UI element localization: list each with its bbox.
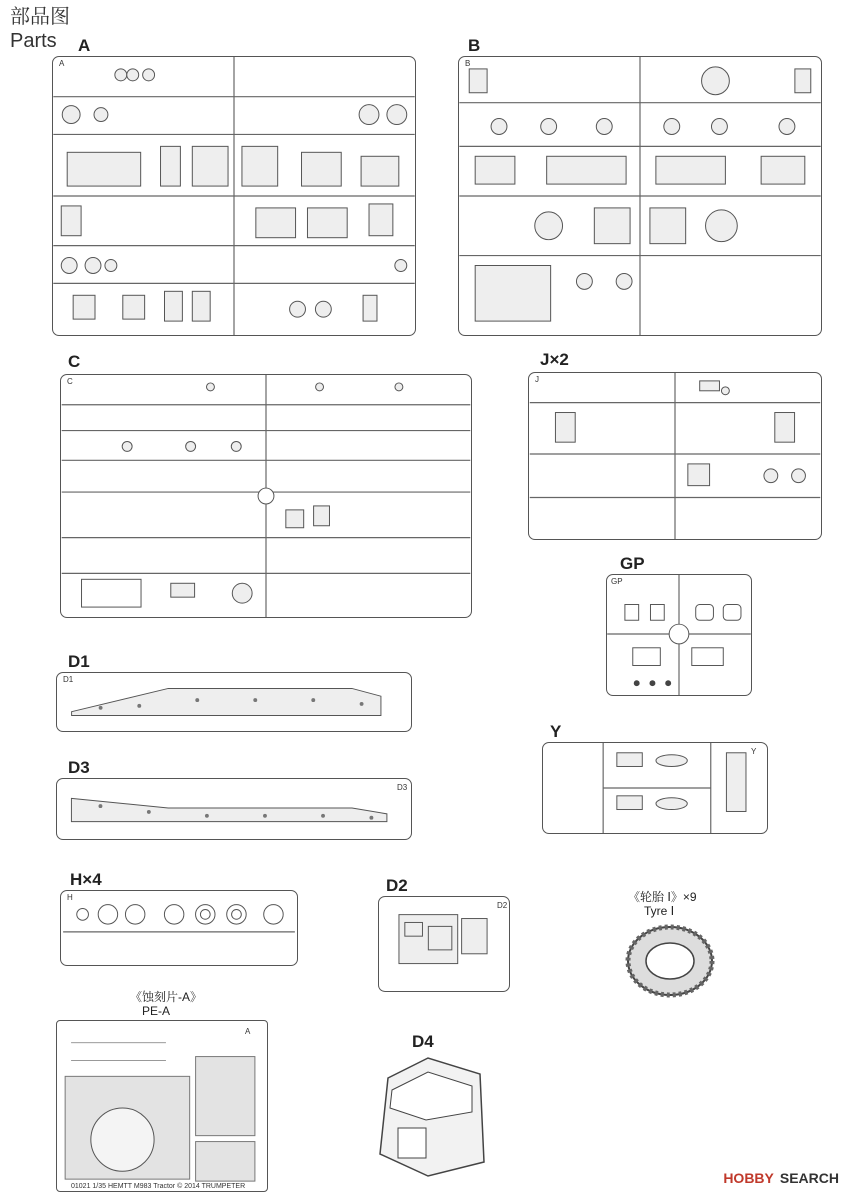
pe-label-cn: 《蚀刻片-A》 — [130, 990, 203, 1004]
sprue-c-tag: C — [67, 377, 73, 386]
d4-cab-drawing — [368, 1050, 498, 1180]
sprue-j-tag: J — [535, 375, 539, 384]
sprue-j-drawing — [529, 373, 821, 539]
pe-a-tag: A — [245, 1027, 251, 1036]
sprue-d1-tag: D1 — [63, 675, 74, 684]
sprue-c-drawing — [61, 375, 471, 617]
tyre-drawing — [616, 918, 726, 1004]
sprue-a-drawing — [53, 57, 415, 335]
sprue-d2-label: D2 — [386, 876, 408, 895]
sprue-c-label: C — [68, 352, 81, 371]
sprue-gp-tag: GP — [611, 577, 623, 586]
sprue-a-label: A — [78, 36, 91, 55]
sprue-d2-tag: D2 — [497, 901, 508, 910]
watermark-brand: HOBBY — [723, 1170, 774, 1186]
watermark-sub: SEARCH — [779, 1170, 839, 1186]
pe-a-footer: 01021 1/35 HEMTT M983 Tractor © 2014 TRUMPETER — [71, 1183, 246, 1190]
sprue-d3-label: D3 — [68, 758, 90, 777]
sprue-a-tag: A — [59, 59, 65, 68]
pe-label-en: PE-A — [142, 1004, 171, 1018]
pe-a-fret — [56, 1020, 268, 1192]
sprue-d1-drawing — [57, 673, 411, 731]
sprue-gp-label: GP — [620, 554, 645, 573]
sprue-h-label: H×4 — [70, 870, 102, 889]
sprue-a — [52, 56, 416, 336]
sprue-b-label: B — [468, 36, 481, 55]
tyre-label-en: Tyre Ⅰ — [644, 904, 675, 918]
sprue-d3 — [56, 778, 412, 840]
sprue-gp-drawing — [607, 575, 751, 695]
sprue-j — [528, 372, 822, 540]
sprue-h-drawing — [61, 891, 297, 965]
sprue-d2-drawing — [379, 897, 509, 991]
sprue-h-tag: H — [67, 893, 73, 902]
sprue-gp — [606, 574, 752, 696]
sprue-j-label: J×2 — [540, 350, 569, 369]
sprue-b-drawing — [459, 57, 821, 335]
sprue-b-tag: B — [465, 59, 471, 68]
d4-label: D4 — [412, 1032, 434, 1051]
sprue-y-tag: Y — [751, 747, 757, 756]
tyre-label-cn: 《轮胎 Ⅰ》×9 — [628, 890, 697, 904]
sprue-d2 — [378, 896, 510, 992]
title-cn: 部品图 — [10, 6, 70, 28]
hobbysearch-watermark — [723, 1170, 839, 1186]
sprue-b — [458, 56, 822, 336]
title-en: Parts — [10, 30, 57, 52]
sprue-c — [60, 374, 472, 618]
pe-a-drawing — [57, 1021, 267, 1191]
sprue-d3-tag: D3 — [397, 783, 408, 792]
sprue-h — [60, 890, 298, 966]
sprue-d3-drawing — [57, 779, 411, 839]
sprue-y — [542, 742, 768, 834]
sprue-d1 — [56, 672, 412, 732]
sprue-y-label: Y — [550, 722, 562, 741]
sprue-y-drawing — [543, 743, 767, 833]
sprue-d1-label: D1 — [68, 652, 90, 671]
